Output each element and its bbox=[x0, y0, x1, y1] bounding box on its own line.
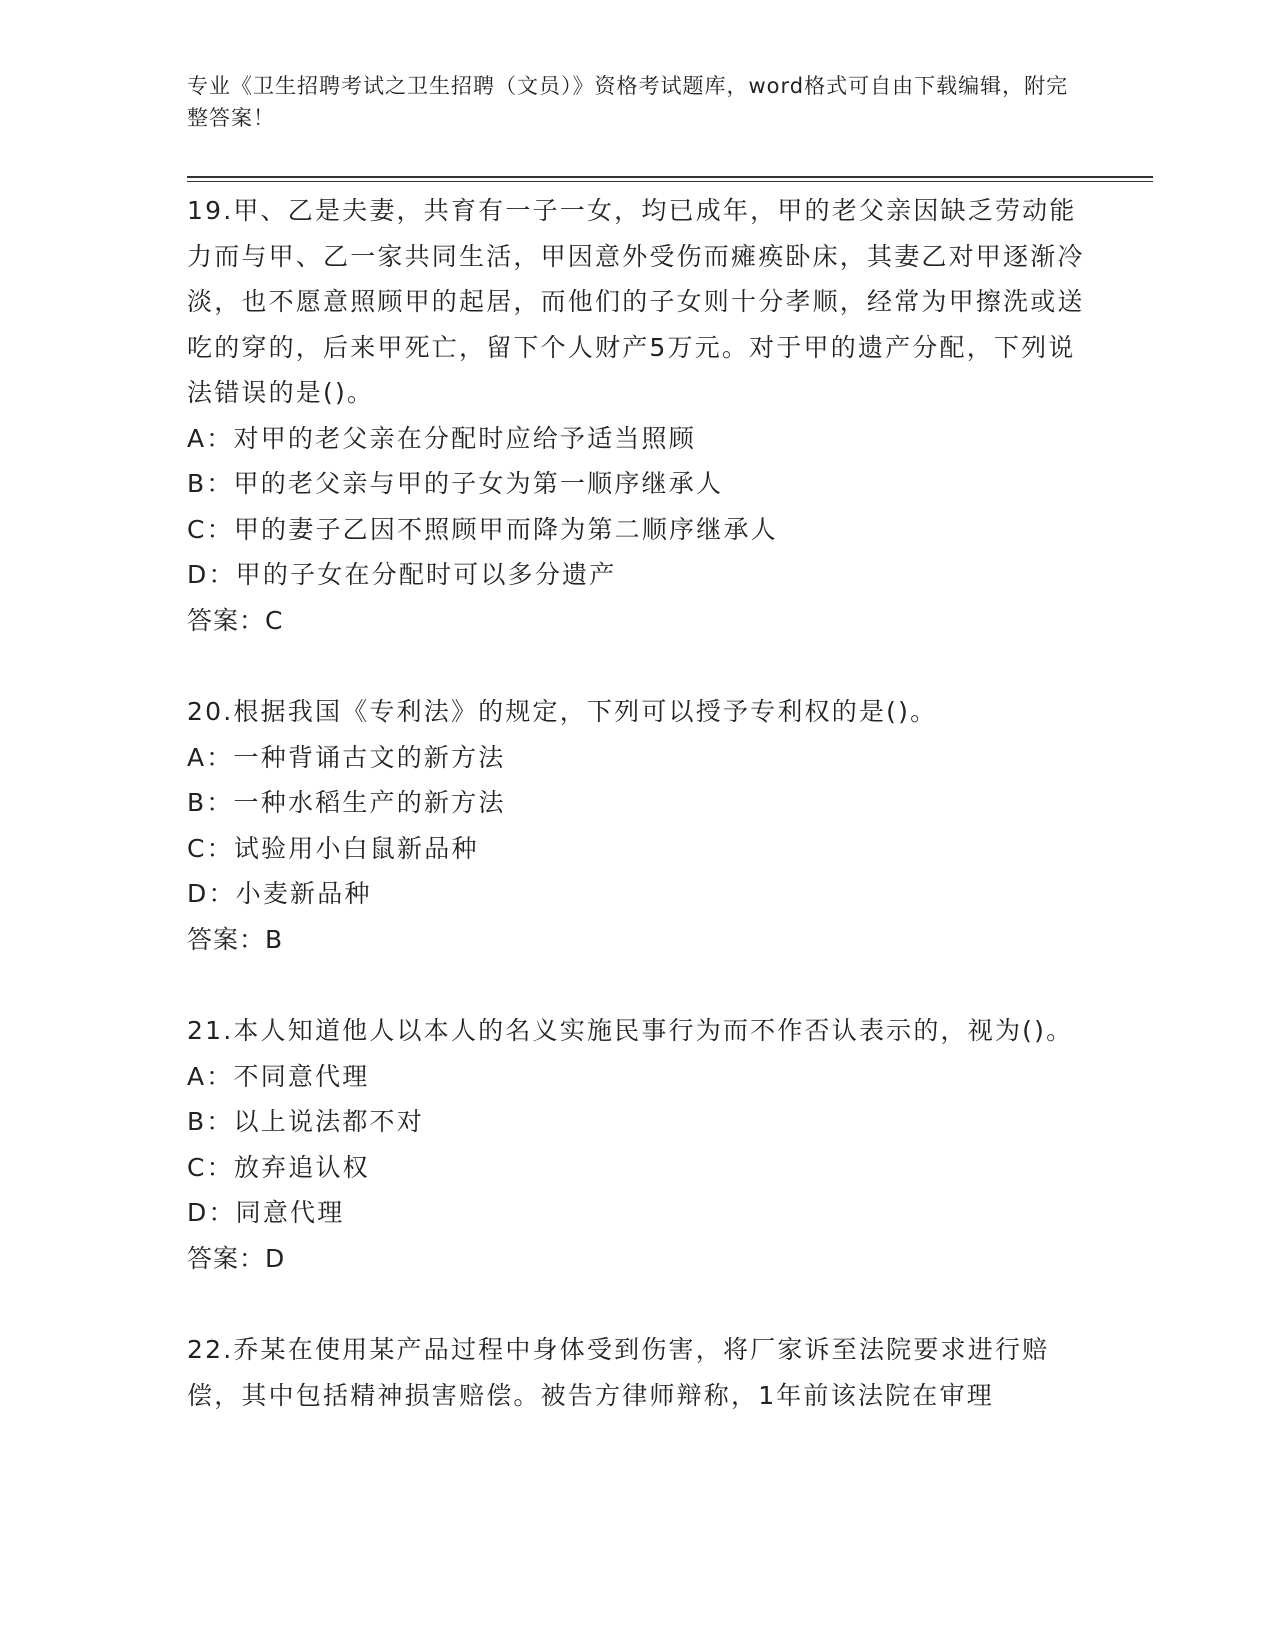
question-stem: 20.根据我国《专利法》的规定，下列可以授予专利权的是()。 bbox=[187, 697, 938, 726]
question-stem: 22.乔某在使用某产品过程中身体受到伤害，将厂家诉至法院要求进行赔偿，其中包括精神损害赔偿。被告方律师辩称，1年前该法院在审理 bbox=[187, 1335, 1050, 1410]
option-c: C：甲的妻子乙因不照顾甲而降为第二顺序继承人 bbox=[187, 514, 778, 544]
question-21 bbox=[187, 1008, 1087, 1281]
header-divider-thin bbox=[187, 181, 1153, 182]
question-22 bbox=[187, 1327, 1087, 1418]
option-a: A：一种背诵古文的新方法 bbox=[187, 742, 506, 772]
question-spacer bbox=[187, 643, 1087, 689]
option-b: B：以上说法都不对 bbox=[187, 1107, 424, 1136]
option-d: D：同意代理 bbox=[187, 1198, 345, 1227]
header-intro-text: 专业《卫生招聘考试之卫生招聘（文员）》资格考试题库，word格式可自由下载编辑，附完整答案！ bbox=[187, 74, 1069, 130]
option-d: D：小麦新品种 bbox=[187, 879, 372, 908]
question-stem: 21.本人知道他人以本人的名义实施民事行为而不作否认表示的，视为()。 bbox=[187, 1016, 1074, 1045]
question-list bbox=[187, 188, 1087, 1418]
option-b: B：甲的老父亲与甲的子女为第一顺序继承人 bbox=[187, 469, 724, 498]
option-c: C：试验用小白鼠新品种 bbox=[187, 833, 479, 863]
document-header bbox=[187, 70, 1087, 134]
answer-line: 答案：D bbox=[187, 1243, 286, 1273]
question-20 bbox=[187, 689, 1087, 962]
option-b: B：一种水稻生产的新方法 bbox=[187, 788, 506, 817]
question-spacer bbox=[187, 1281, 1087, 1327]
question-stem: 19.甲、乙是夫妻，共育有一子一女，均已成年，甲的老父亲因缺乏劳动能力而与甲、乙一家共同生活，甲因意外受伤而瘫痪卧床，其妻乙对甲逐渐冷淡，也不愿意照顾甲的起居，而他们的子女则十分孝顺，经常为甲擦洗或送吃的穿的，后来甲死亡，留下个人财产5万元。对于甲的遗产分配，下列说法错误的是()。 bbox=[187, 196, 1085, 407]
answer-line: 答案：B bbox=[187, 924, 284, 954]
question-spacer bbox=[187, 962, 1087, 1008]
option-c: C：放弃追认权 bbox=[187, 1152, 370, 1182]
option-a: A：不同意代理 bbox=[187, 1061, 370, 1091]
option-a: A：对甲的老父亲在分配时应给予适当照顾 bbox=[187, 423, 696, 453]
question-19 bbox=[187, 188, 1087, 643]
answer-line: 答案：C bbox=[187, 605, 284, 635]
option-d: D：甲的子女在分配时可以多分遗产 bbox=[187, 560, 617, 589]
header-divider-thick bbox=[187, 176, 1153, 178]
